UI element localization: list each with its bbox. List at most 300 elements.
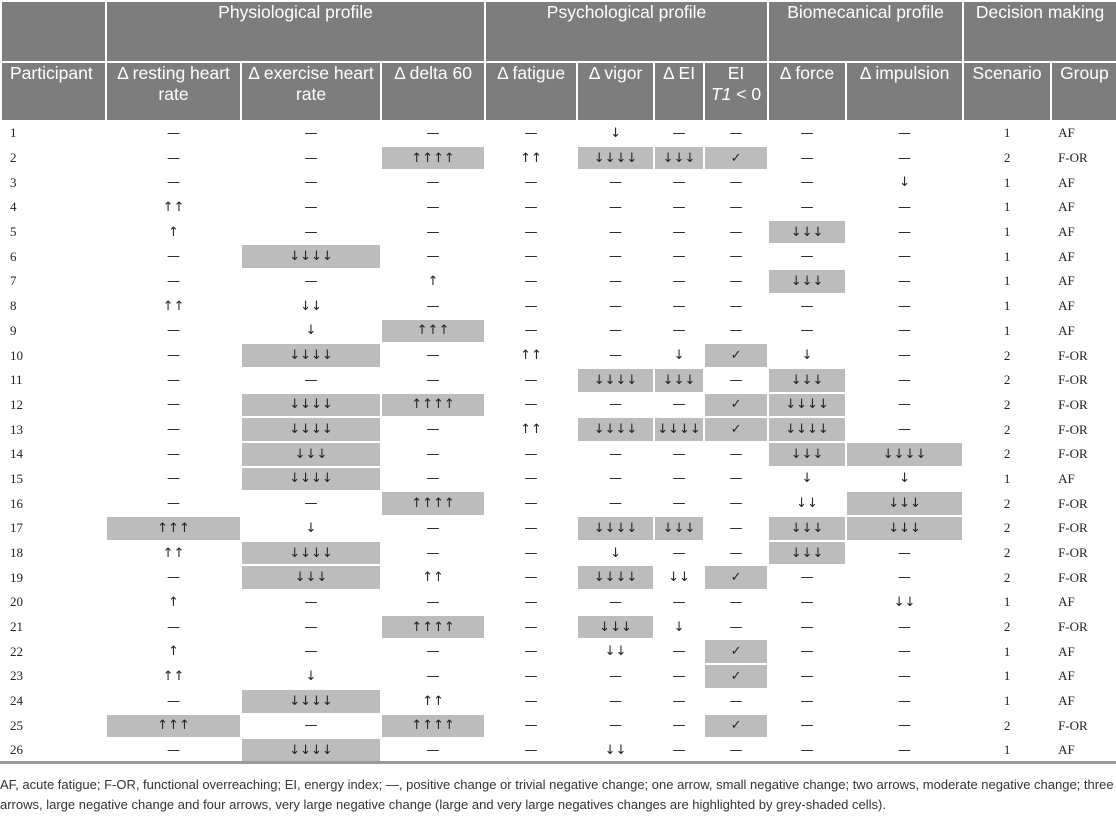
- participant-cell: 22: [1, 639, 106, 664]
- value-cell: —: [241, 368, 381, 393]
- value-cell: —: [577, 664, 654, 689]
- group-cell: F-OR: [1051, 565, 1116, 590]
- col-scenario: Scenario: [963, 62, 1051, 121]
- value-cell: —: [106, 442, 241, 467]
- value-cell: ↑: [381, 269, 485, 294]
- col-participant: Participant: [1, 62, 106, 121]
- value-cell: —: [485, 714, 577, 739]
- value-cell: —: [846, 639, 963, 664]
- value-cell: —: [381, 170, 485, 195]
- table-row: [1, 343, 1116, 368]
- col-ei-t1-suffix: < 0: [731, 84, 762, 104]
- value-cell: —: [106, 146, 241, 171]
- value-cell: —: [577, 442, 654, 467]
- value-cell: —: [654, 121, 704, 146]
- value-cell: ↑↑: [106, 195, 241, 220]
- scenario-cell: 1: [963, 121, 1051, 146]
- value-cell: ✓: [704, 146, 768, 171]
- col-ei-t1-prefix: EI: [727, 63, 745, 83]
- table-row: [1, 491, 1116, 516]
- scenario-cell: 2: [963, 615, 1051, 640]
- value-cell: —: [846, 541, 963, 566]
- group-cell: AF: [1051, 467, 1116, 492]
- value-cell: ↑↑↑↑: [381, 714, 485, 739]
- value-cell: ↑↑: [106, 664, 241, 689]
- table-row: [1, 541, 1116, 566]
- value-cell: —: [577, 491, 654, 516]
- value-cell: —: [768, 689, 846, 714]
- group-psychological: Psychological profile: [485, 1, 768, 62]
- scenario-cell: 1: [963, 664, 1051, 689]
- value-cell: —: [846, 244, 963, 269]
- value-cell: —: [241, 491, 381, 516]
- value-cell: ↑↑↑: [381, 319, 485, 344]
- value-cell: —: [106, 343, 241, 368]
- value-cell: ✓: [704, 393, 768, 418]
- value-cell: —: [241, 590, 381, 615]
- value-cell: ↓↓↓: [654, 146, 704, 171]
- value-cell: —: [846, 319, 963, 344]
- group-cell: F-OR: [1051, 615, 1116, 640]
- value-cell: ↓↓↓↓: [577, 368, 654, 393]
- value-cell: —: [768, 195, 846, 220]
- table-row: [1, 319, 1116, 344]
- value-cell: —: [704, 269, 768, 294]
- group-cell: F-OR: [1051, 442, 1116, 467]
- participant-cell: 25: [1, 714, 106, 739]
- value-cell: —: [106, 467, 241, 492]
- value-cell: ↓↓↓: [577, 615, 654, 640]
- value-cell: —: [577, 393, 654, 418]
- value-cell: —: [485, 294, 577, 319]
- value-cell: —: [654, 738, 704, 763]
- value-cell: ↓: [846, 170, 963, 195]
- participant-cell: 2: [1, 146, 106, 171]
- value-cell: —: [106, 615, 241, 640]
- col-group: Group: [1051, 62, 1116, 121]
- value-cell: —: [241, 195, 381, 220]
- value-cell: —: [381, 343, 485, 368]
- table-row: [1, 195, 1116, 220]
- participant-cell: 16: [1, 491, 106, 516]
- value-cell: —: [654, 541, 704, 566]
- table-row: [1, 269, 1116, 294]
- value-cell: ↓: [846, 467, 963, 492]
- value-cell: —: [704, 170, 768, 195]
- value-cell: —: [241, 714, 381, 739]
- value-cell: —: [846, 294, 963, 319]
- value-cell: ↓↓↓: [241, 442, 381, 467]
- value-cell: —: [704, 516, 768, 541]
- value-cell: ↓: [577, 121, 654, 146]
- value-cell: —: [654, 195, 704, 220]
- scenario-cell: 2: [963, 343, 1051, 368]
- value-cell: —: [846, 195, 963, 220]
- value-cell: —: [768, 590, 846, 615]
- col-ei-t1: [704, 62, 768, 121]
- value-cell: ↓↓: [846, 590, 963, 615]
- col-vigor: Δ vigor: [577, 62, 654, 121]
- group-cell: AF: [1051, 689, 1116, 714]
- table-row: [1, 442, 1116, 467]
- table-row: [1, 294, 1116, 319]
- participant-cell: 14: [1, 442, 106, 467]
- scenario-cell: 2: [963, 146, 1051, 171]
- scenario-cell: 2: [963, 491, 1051, 516]
- value-cell: ↓↓↓: [768, 368, 846, 393]
- value-cell: —: [241, 121, 381, 146]
- group-cell: AF: [1051, 195, 1116, 220]
- table-row: [1, 121, 1116, 146]
- scenario-cell: 1: [963, 689, 1051, 714]
- group-cell: F-OR: [1051, 368, 1116, 393]
- group-cell: F-OR: [1051, 491, 1116, 516]
- scenario-cell: 2: [963, 417, 1051, 442]
- value-cell: —: [704, 491, 768, 516]
- table-row: [1, 714, 1116, 739]
- value-cell: —: [381, 467, 485, 492]
- group-cell: AF: [1051, 269, 1116, 294]
- value-cell: —: [654, 220, 704, 245]
- value-cell: ↓↓↓: [768, 269, 846, 294]
- value-cell: ↓↓↓↓: [241, 343, 381, 368]
- col-ei-t1-italic: T1: [710, 84, 732, 104]
- group-physiological: Physiological profile: [106, 1, 485, 62]
- value-cell: ↓↓: [577, 738, 654, 763]
- scenario-cell: 1: [963, 195, 1051, 220]
- value-cell: —: [485, 244, 577, 269]
- value-cell: —: [381, 541, 485, 566]
- col-impulsion: Δ impulsion: [846, 62, 963, 121]
- value-cell: ↑↑↑↑: [381, 491, 485, 516]
- value-cell: —: [106, 565, 241, 590]
- value-cell: ↓↓: [654, 565, 704, 590]
- value-cell: ↓: [241, 664, 381, 689]
- table-row: [1, 590, 1116, 615]
- value-cell: —: [704, 220, 768, 245]
- value-cell: ↓↓↓: [654, 516, 704, 541]
- value-cell: ↓↓↓: [846, 516, 963, 541]
- table-row: [1, 368, 1116, 393]
- value-cell: —: [381, 294, 485, 319]
- col-ei: Δ EI: [654, 62, 704, 121]
- value-cell: —: [704, 319, 768, 344]
- table-row: [1, 467, 1116, 492]
- value-cell: ↓: [577, 541, 654, 566]
- value-cell: ✓: [704, 714, 768, 739]
- value-cell: —: [654, 393, 704, 418]
- value-cell: ↑↑: [485, 343, 577, 368]
- value-cell: —: [381, 220, 485, 245]
- value-cell: ✓: [704, 417, 768, 442]
- participant-cell: 15: [1, 467, 106, 492]
- group-cell: AF: [1051, 121, 1116, 146]
- col-force: Δ force: [768, 62, 846, 121]
- value-cell: —: [241, 639, 381, 664]
- participant-cell: 6: [1, 244, 106, 269]
- scenario-cell: 1: [963, 319, 1051, 344]
- value-cell: ↓↓↓↓: [577, 565, 654, 590]
- value-cell: —: [485, 516, 577, 541]
- table-row: [1, 170, 1116, 195]
- value-cell: —: [381, 368, 485, 393]
- participant-cell: 10: [1, 343, 106, 368]
- value-cell: —: [846, 615, 963, 640]
- value-cell: —: [106, 269, 241, 294]
- scenario-cell: 2: [963, 368, 1051, 393]
- value-cell: —: [577, 714, 654, 739]
- value-cell: ↑↑: [106, 541, 241, 566]
- value-cell: —: [768, 639, 846, 664]
- group-header-row: [1, 1, 1116, 62]
- scenario-cell: 2: [963, 714, 1051, 739]
- participant-cell: 23: [1, 664, 106, 689]
- value-cell: ↓↓↓↓: [241, 417, 381, 442]
- value-cell: —: [704, 442, 768, 467]
- value-cell: ↓↓↓↓: [768, 393, 846, 418]
- group-cell: AF: [1051, 220, 1116, 245]
- group-cell: F-OR: [1051, 393, 1116, 418]
- table-footnote: AF, acute fatigue; F-OR, functional overreaching; EI, energy index; —, positive change or trivial negative change; one arrow, small negative change; two arrows, moderate negative change; three arrows, large negative change and four arrows, very large negative change (large and very large negatives changes are highlighted by grey-shaded cells).: [0, 777, 1114, 812]
- value-cell: —: [485, 491, 577, 516]
- participant-cell: 20: [1, 590, 106, 615]
- value-cell: —: [106, 738, 241, 763]
- value-cell: —: [381, 516, 485, 541]
- value-cell: ↓↓↓: [768, 442, 846, 467]
- participant-cell: 18: [1, 541, 106, 566]
- value-cell: —: [106, 393, 241, 418]
- value-cell: —: [654, 714, 704, 739]
- value-cell: ↓↓↓: [241, 565, 381, 590]
- value-cell: ↓↓↓↓: [241, 393, 381, 418]
- value-cell: —: [704, 121, 768, 146]
- scenario-cell: 1: [963, 269, 1051, 294]
- participant-cell: 9: [1, 319, 106, 344]
- participant-cell: 8: [1, 294, 106, 319]
- value-cell: —: [768, 170, 846, 195]
- value-cell: —: [106, 368, 241, 393]
- col-exercise-hr: Δ exercise heart rate: [241, 62, 381, 121]
- value-cell: —: [485, 195, 577, 220]
- value-cell: —: [241, 615, 381, 640]
- value-cell: —: [846, 738, 963, 763]
- group-cell: AF: [1051, 170, 1116, 195]
- value-cell: —: [381, 639, 485, 664]
- group-cell: F-OR: [1051, 714, 1116, 739]
- participant-cell: 4: [1, 195, 106, 220]
- group-cell: AF: [1051, 590, 1116, 615]
- value-cell: —: [106, 319, 241, 344]
- value-cell: ↓↓↓↓: [654, 417, 704, 442]
- value-cell: —: [768, 121, 846, 146]
- value-cell: —: [654, 467, 704, 492]
- scenario-cell: 1: [963, 244, 1051, 269]
- value-cell: ↓↓↓↓: [241, 541, 381, 566]
- participant-cell: 19: [1, 565, 106, 590]
- value-cell: —: [241, 170, 381, 195]
- value-cell: —: [577, 689, 654, 714]
- value-cell: —: [654, 170, 704, 195]
- value-cell: —: [577, 294, 654, 319]
- value-cell: —: [381, 590, 485, 615]
- group-cell: AF: [1051, 244, 1116, 269]
- value-cell: ↓: [241, 516, 381, 541]
- group-biomechanical: Biomecanical profile: [768, 1, 963, 62]
- value-cell: —: [846, 368, 963, 393]
- value-cell: ↓: [241, 319, 381, 344]
- value-cell: —: [704, 195, 768, 220]
- value-cell: —: [846, 269, 963, 294]
- scenario-cell: 2: [963, 565, 1051, 590]
- participant-cell: 5: [1, 220, 106, 245]
- value-cell: —: [654, 442, 704, 467]
- table-row: [1, 615, 1116, 640]
- col-delta60: Δ delta 60: [381, 62, 485, 121]
- value-cell: —: [704, 294, 768, 319]
- participant-cell: 24: [1, 689, 106, 714]
- value-cell: —: [381, 442, 485, 467]
- table-row: [1, 664, 1116, 689]
- value-cell: —: [654, 244, 704, 269]
- value-cell: —: [106, 244, 241, 269]
- value-cell: ✓: [704, 664, 768, 689]
- value-cell: ↓↓↓↓: [577, 146, 654, 171]
- value-cell: —: [846, 565, 963, 590]
- value-cell: ↓↓↓: [768, 516, 846, 541]
- value-cell: ↓↓↓↓: [241, 689, 381, 714]
- value-cell: ↑↑↑↑: [381, 146, 485, 171]
- participant-cell: 12: [1, 393, 106, 418]
- value-cell: —: [768, 319, 846, 344]
- value-cell: —: [768, 738, 846, 763]
- table-row: [1, 516, 1116, 541]
- table-row: [1, 417, 1116, 442]
- table-row: [1, 565, 1116, 590]
- scenario-cell: 2: [963, 541, 1051, 566]
- value-cell: —: [485, 269, 577, 294]
- value-cell: ↓↓↓↓: [241, 738, 381, 763]
- table-row: [1, 220, 1116, 245]
- value-cell: —: [577, 343, 654, 368]
- value-cell: —: [106, 689, 241, 714]
- value-cell: —: [577, 244, 654, 269]
- value-cell: ↑↑: [381, 689, 485, 714]
- value-cell: ↓↓: [577, 639, 654, 664]
- value-cell: ↓↓↓↓: [768, 417, 846, 442]
- value-cell: —: [381, 244, 485, 269]
- group-cell: AF: [1051, 639, 1116, 664]
- value-cell: —: [485, 121, 577, 146]
- value-cell: —: [768, 615, 846, 640]
- value-cell: —: [577, 269, 654, 294]
- participant-cell: 17: [1, 516, 106, 541]
- table-row: [1, 146, 1116, 171]
- value-cell: —: [654, 491, 704, 516]
- value-cell: ↑: [106, 220, 241, 245]
- scenario-cell: 1: [963, 738, 1051, 763]
- value-cell: —: [485, 590, 577, 615]
- value-cell: —: [846, 714, 963, 739]
- value-cell: —: [241, 146, 381, 171]
- value-cell: —: [485, 639, 577, 664]
- table-row: [1, 639, 1116, 664]
- value-cell: —: [485, 541, 577, 566]
- group-cell: AF: [1051, 738, 1116, 763]
- value-cell: ↑↑: [106, 294, 241, 319]
- table-row: [1, 393, 1116, 418]
- value-cell: —: [704, 738, 768, 763]
- table-row: [1, 244, 1116, 269]
- value-cell: ↓↓↓: [768, 541, 846, 566]
- participant-cell: 1: [1, 121, 106, 146]
- value-cell: —: [654, 664, 704, 689]
- group-cell: F-OR: [1051, 516, 1116, 541]
- value-cell: —: [381, 664, 485, 689]
- scenario-cell: 1: [963, 220, 1051, 245]
- value-cell: —: [577, 195, 654, 220]
- value-cell: —: [485, 442, 577, 467]
- value-cell: ↓↓↓: [846, 491, 963, 516]
- value-cell: ↓↓↓: [768, 220, 846, 245]
- value-cell: —: [485, 565, 577, 590]
- value-cell: ↑↑↑↑: [381, 615, 485, 640]
- value-cell: —: [485, 689, 577, 714]
- participant-cell: 26: [1, 738, 106, 763]
- value-cell: ↓: [768, 467, 846, 492]
- value-cell: —: [577, 170, 654, 195]
- value-cell: —: [485, 664, 577, 689]
- value-cell: —: [768, 565, 846, 590]
- value-cell: ↑↑↑: [106, 516, 241, 541]
- column-header-row: [1, 62, 1116, 121]
- value-cell: ✓: [704, 565, 768, 590]
- participant-cell: 7: [1, 269, 106, 294]
- value-cell: —: [106, 417, 241, 442]
- group-cell: F-OR: [1051, 541, 1116, 566]
- value-cell: —: [846, 664, 963, 689]
- corner-cell: [1, 1, 106, 62]
- value-cell: —: [654, 590, 704, 615]
- value-cell: ↑: [106, 639, 241, 664]
- scenario-cell: 2: [963, 516, 1051, 541]
- value-cell: —: [577, 220, 654, 245]
- value-cell: ↑: [106, 590, 241, 615]
- table-body: [1, 121, 1116, 763]
- value-cell: ↓: [654, 343, 704, 368]
- value-cell: ✓: [704, 639, 768, 664]
- table-row: [1, 738, 1116, 763]
- scenario-cell: 1: [963, 467, 1051, 492]
- value-cell: —: [381, 121, 485, 146]
- participant-cell: 3: [1, 170, 106, 195]
- value-cell: ↓: [654, 615, 704, 640]
- scenario-cell: 1: [963, 639, 1051, 664]
- group-decision: Decision making: [963, 1, 1116, 62]
- group-cell: AF: [1051, 319, 1116, 344]
- value-cell: —: [704, 615, 768, 640]
- participant-cell: 21: [1, 615, 106, 640]
- value-cell: ↓↓↓↓: [846, 442, 963, 467]
- value-cell: ↑↑: [485, 146, 577, 171]
- value-cell: ↓↓↓↓: [241, 467, 381, 492]
- value-cell: ↓↓: [241, 294, 381, 319]
- participant-cell: 11: [1, 368, 106, 393]
- value-cell: —: [768, 244, 846, 269]
- table-row: [1, 689, 1116, 714]
- value-cell: —: [485, 319, 577, 344]
- scenario-cell: 2: [963, 393, 1051, 418]
- value-cell: —: [381, 738, 485, 763]
